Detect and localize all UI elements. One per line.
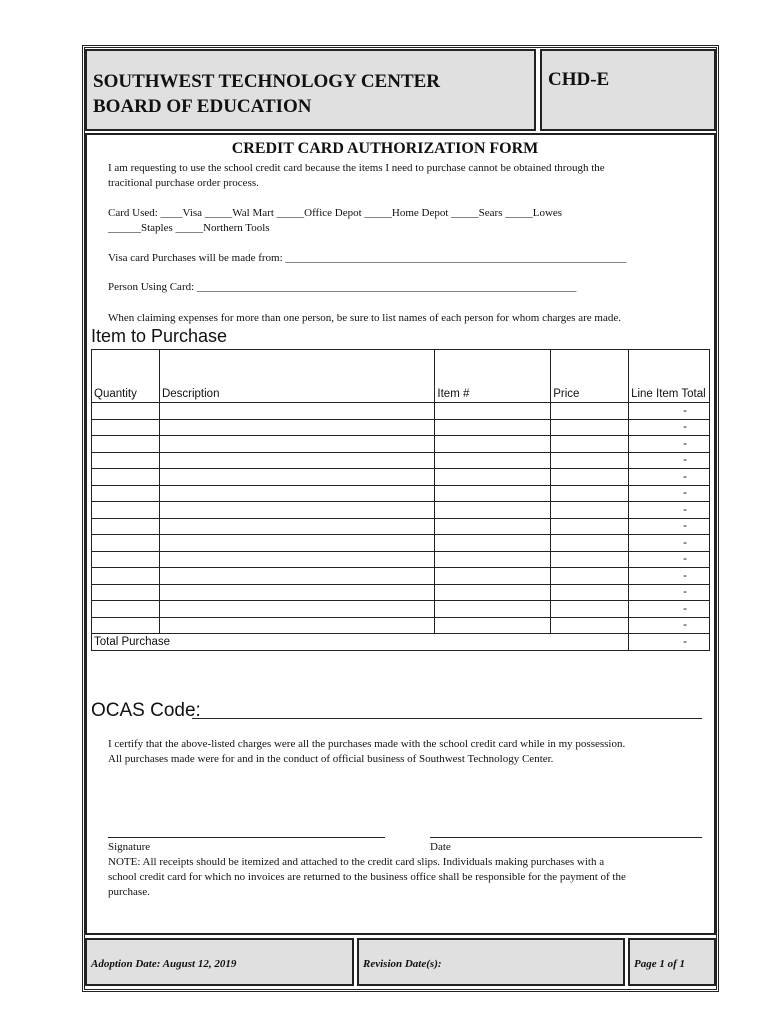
person-using-card-field[interactable]: Person Using Card: _____________________________________________________________________: [108, 281, 577, 293]
total-purchase-row: [92, 634, 710, 651]
quantity-cell[interactable]: [92, 584, 160, 601]
column-item-number: Item #: [435, 350, 551, 403]
quantity-cell[interactable]: [92, 436, 160, 453]
quantity-cell[interactable]: [92, 568, 160, 585]
price-cell[interactable]: [551, 485, 629, 502]
card-used-line-2: ______Staples _____Northern Tools: [108, 222, 270, 234]
line-total-cell: -: [629, 502, 710, 519]
signature-label: Signature: [108, 841, 151, 853]
column-line-item-total: Line Item Total: [629, 350, 710, 403]
signature-input[interactable]: [108, 837, 385, 838]
price-cell[interactable]: [551, 535, 629, 552]
item-number-cell[interactable]: [435, 568, 551, 585]
adoption-date: Adoption Date: August 12, 2019: [91, 958, 237, 970]
page-number: Page 1 of 1: [634, 958, 686, 970]
item-number-cell[interactable]: [435, 551, 551, 568]
board-name: BOARD OF EDUCATION: [93, 96, 312, 117]
price-cell[interactable]: [551, 518, 629, 535]
footer-page-box: [628, 938, 716, 986]
item-number-cell[interactable]: [435, 403, 551, 420]
table-row: [92, 617, 710, 634]
description-cell[interactable]: [159, 617, 434, 634]
description-cell[interactable]: [159, 551, 434, 568]
item-number-cell[interactable]: [435, 436, 551, 453]
table-row: [92, 419, 710, 436]
item-number-cell[interactable]: [435, 469, 551, 486]
card-used-line-1: Card Used: ____Visa _____Wal Mart _____Office Depot _____Home Depot _____Sears _____Lowes: [108, 207, 563, 219]
line-total-cell: -: [629, 403, 710, 420]
description-cell[interactable]: [159, 469, 434, 486]
table-row: [92, 485, 710, 502]
item-number-cell[interactable]: [435, 452, 551, 469]
item-number-cell[interactable]: [435, 518, 551, 535]
item-number-cell[interactable]: [435, 584, 551, 601]
date-label: Date: [430, 841, 451, 853]
quantity-cell[interactable]: [92, 518, 160, 535]
line-total-cell: -: [629, 485, 710, 502]
certification-line-1: I certify that the above-listed charges were all the purchases made with the school credit card while in my possession.: [108, 738, 626, 750]
footer-revision-box: [357, 938, 625, 986]
table-row: [92, 452, 710, 469]
ocas-code-input[interactable]: [192, 718, 702, 719]
certification-text: [108, 737, 625, 767]
quantity-cell[interactable]: [92, 502, 160, 519]
table-row: [92, 551, 710, 568]
quantity-cell[interactable]: [92, 452, 160, 469]
date-input[interactable]: [430, 837, 702, 838]
quantity-cell[interactable]: [92, 419, 160, 436]
total-purchase-value: -: [629, 634, 710, 651]
line-total-cell: -: [629, 568, 710, 585]
card-used-field[interactable]: [108, 206, 562, 236]
line-total-cell: -: [629, 452, 710, 469]
column-quantity: Quantity: [92, 350, 160, 403]
price-cell[interactable]: [551, 403, 629, 420]
quantity-cell[interactable]: [92, 403, 160, 420]
table-row: [92, 502, 710, 519]
price-cell[interactable]: [551, 617, 629, 634]
note-line-1: NOTE: All receipts should be itemized and attached to the credit card slips. Individuals making purchases with a: [108, 856, 605, 868]
column-price: Price: [551, 350, 629, 403]
quantity-cell[interactable]: [92, 551, 160, 568]
ocas-code-label: OCAS Code:: [91, 700, 201, 721]
description-cell[interactable]: [159, 436, 434, 453]
table-row: [92, 601, 710, 618]
line-total-cell: -: [629, 551, 710, 568]
line-total-cell: -: [629, 617, 710, 634]
description-cell[interactable]: [159, 419, 434, 436]
price-cell[interactable]: [551, 502, 629, 519]
header-organization-box: [85, 49, 536, 131]
table-row: [92, 584, 710, 601]
line-total-cell: -: [629, 436, 710, 453]
quantity-cell[interactable]: [92, 601, 160, 618]
price-cell[interactable]: [551, 419, 629, 436]
item-number-cell[interactable]: [435, 535, 551, 552]
description-cell[interactable]: [159, 535, 434, 552]
claim-note: When claiming expenses for more than one person, be sure to list names of each person for whom charges are made.: [108, 312, 621, 324]
item-number-cell[interactable]: [435, 419, 551, 436]
description-cell[interactable]: [159, 452, 434, 469]
certification-line-2: All purchases made were for and in the conduct of official business of Southwest Technology Center.: [108, 753, 554, 765]
total-purchase-label: Total Purchase: [92, 634, 629, 651]
price-cell[interactable]: [551, 584, 629, 601]
form-title: CREDIT CARD AUTHORIZATION FORM: [231, 140, 539, 157]
item-number-cell[interactable]: [435, 485, 551, 502]
line-total-cell: -: [629, 518, 710, 535]
line-total-cell: -: [629, 419, 710, 436]
price-cell[interactable]: [551, 568, 629, 585]
description-cell[interactable]: [159, 502, 434, 519]
intro-line-1: I am requesting to use the school credit card because the items I need to purchase cannot be obtained through the: [108, 162, 605, 174]
intro-text: [108, 161, 605, 191]
price-cell[interactable]: [551, 601, 629, 618]
table-row: [92, 469, 710, 486]
quantity-cell[interactable]: [92, 535, 160, 552]
table-row: [92, 403, 710, 420]
description-cell[interactable]: [159, 568, 434, 585]
quantity-cell[interactable]: [92, 485, 160, 502]
line-total-cell: -: [629, 469, 710, 486]
revision-dates: Revision Date(s):: [363, 958, 442, 970]
table-row: [92, 518, 710, 535]
line-total-cell: -: [629, 584, 710, 601]
quantity-cell[interactable]: [92, 469, 160, 486]
item-number-cell[interactable]: [435, 502, 551, 519]
form-code: CHD-E: [548, 69, 610, 90]
table-row: [92, 535, 710, 552]
note-line-2: school credit card for which no invoices are returned to the business office shall be responsible for the payment of the: [108, 871, 626, 883]
line-total-cell: -: [629, 535, 710, 552]
description-cell[interactable]: [159, 518, 434, 535]
header-code-box: [540, 49, 716, 131]
price-cell[interactable]: [551, 452, 629, 469]
column-description: Description: [159, 350, 434, 403]
items-heading: Item to Purchase: [91, 326, 228, 346]
line-total-cell: -: [629, 601, 710, 618]
organization-title: [93, 69, 440, 119]
footer-adoption-box: [85, 938, 354, 986]
quantity-cell[interactable]: [92, 617, 160, 634]
price-cell[interactable]: [551, 551, 629, 568]
items-table: [91, 349, 710, 651]
visa-purchases-from-field[interactable]: Visa card Purchases will be made from: ______________________________________________________________: [108, 252, 627, 264]
description-cell[interactable]: [159, 485, 434, 502]
description-cell[interactable]: [159, 403, 434, 420]
item-number-cell[interactable]: [435, 601, 551, 618]
description-cell[interactable]: [159, 584, 434, 601]
intro-line-2: tracitional purchase order process.: [108, 177, 259, 189]
description-cell[interactable]: [159, 601, 434, 618]
table-row: [92, 568, 710, 585]
item-number-cell[interactable]: [435, 617, 551, 634]
items-header-row: [92, 350, 710, 403]
note-line-3: purchase.: [108, 886, 150, 898]
price-cell[interactable]: [551, 469, 629, 486]
note-text: [108, 855, 626, 900]
price-cell[interactable]: [551, 436, 629, 453]
organization-name: SOUTHWEST TECHNOLOGY CENTER: [93, 71, 441, 92]
table-row: [92, 436, 710, 453]
